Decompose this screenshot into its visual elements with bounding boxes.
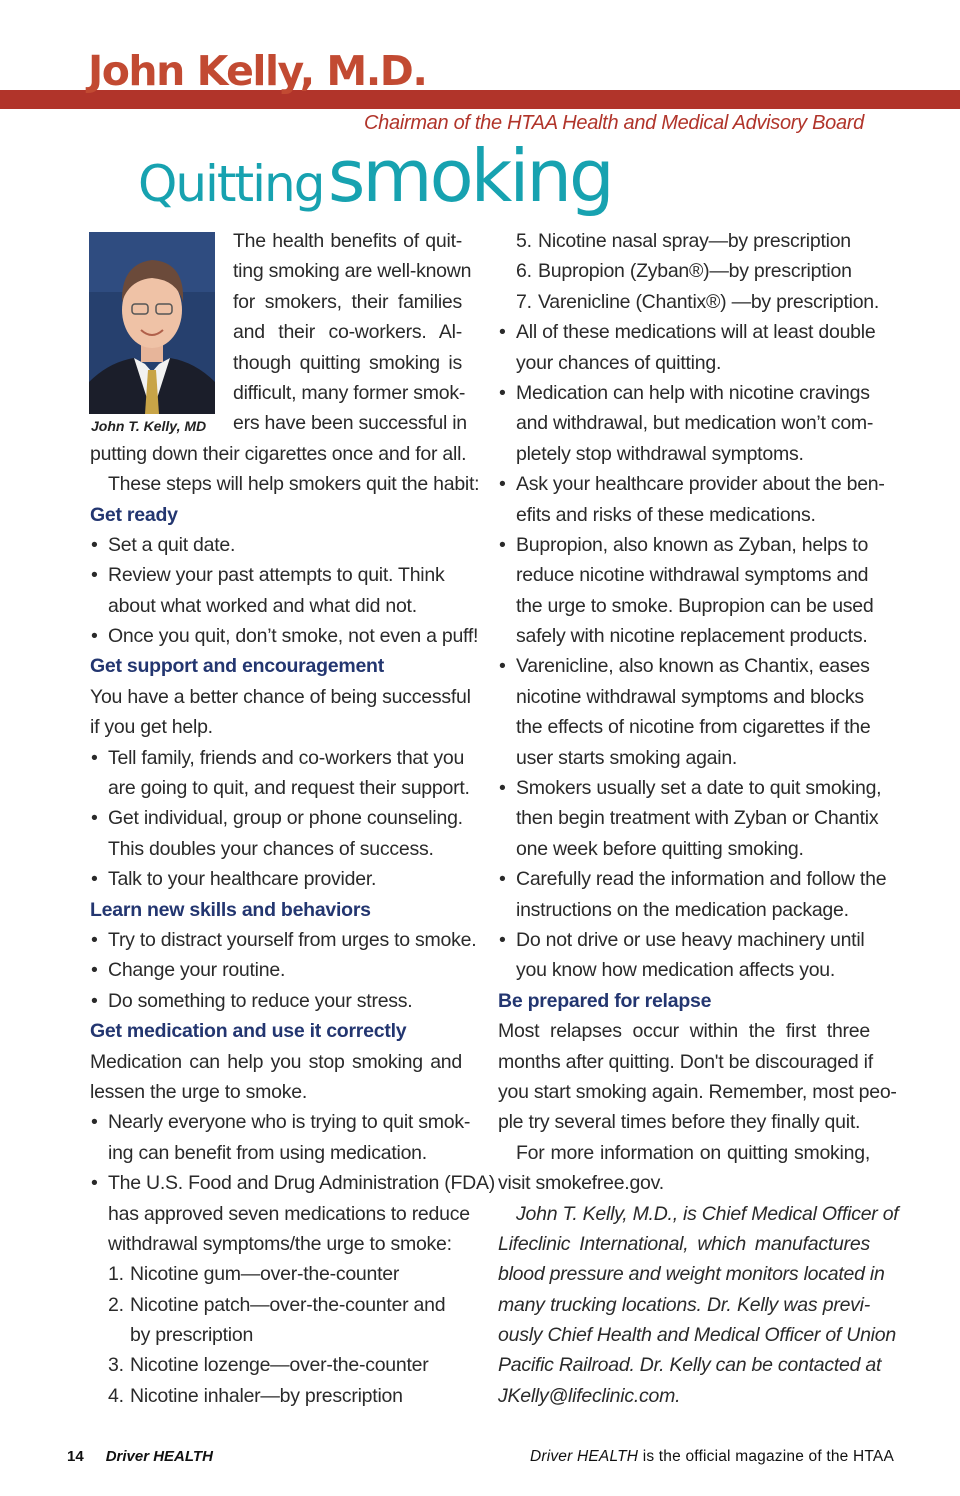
bullet-continuation: reduce nicotine withdrawal symptoms and — [516, 564, 869, 587]
text-line: lessen the urge to smoke. — [90, 1080, 308, 1103]
magazine-name: Driver HEALTH — [105, 1448, 213, 1465]
bio-line: Lifeclinic International, which manufactures — [498, 1232, 870, 1255]
text-line: Medication can help you stop smoking and — [90, 1050, 462, 1073]
bullet-continuation: are going to quit, and request their support. — [108, 777, 470, 800]
bullet-continuation: instructions on the medication package. — [516, 898, 849, 921]
numbered-item: 4. Nicotine inhaler—by prescription — [108, 1384, 403, 1407]
bullet-item: • Talk to your healthcare provider. — [91, 868, 377, 891]
numbered-item: 1. Nicotine gum—over-the-counter — [108, 1263, 400, 1286]
bullet-item: • Once you quit, don’t smoke, not even a puff! — [91, 625, 479, 648]
text-line: difficult, many former smok- — [233, 381, 466, 404]
text-line: you start smoking again. Remember, most peo- — [498, 1080, 897, 1103]
bullet-item: • Bupropion, also known as Zyban, helps to — [499, 533, 869, 556]
bullet-continuation: efits and risks of these medications. — [516, 503, 816, 526]
right-column — [498, 226, 899, 1411]
photo-caption: John T. Kelly, MD — [91, 418, 207, 434]
text-line: The health benefits of quit- — [233, 230, 462, 252]
bullet-continuation: This doubles your chances of success. — [108, 837, 434, 860]
bullet-item: • Do not drive or use heavy machinery until — [499, 928, 865, 951]
magazine-name: Driver HEALTH — [529, 1448, 639, 1465]
bullet-item: • Do something to reduce your stress. — [91, 989, 413, 1012]
text-line: ting smoking are well-known — [233, 260, 472, 283]
bullet-item: • Set a quit date. — [91, 533, 236, 556]
numbered-item: 7. Varenicline (Chantix®) —by prescription. — [516, 290, 880, 313]
text-line: Most relapses occur within the first three — [498, 1020, 870, 1043]
footer-right — [530, 1448, 894, 1466]
section-heading-support: Get support and encouragement — [90, 655, 384, 678]
bio-line: Pacific Railroad. Dr. Kelly can be contacted at — [498, 1354, 882, 1377]
bullet-continuation: about what worked and what did not. — [108, 594, 417, 617]
numbered-item: 3. Nicotine lozenge—over-the-counter — [108, 1354, 429, 1377]
article-title — [138, 134, 612, 218]
numbered-item: 6. Bupropion (Zyban®)—by prescription — [516, 260, 852, 283]
section-heading-relapse: Be prepared for relapse — [498, 989, 712, 1012]
numbered-item: 5. Nicotine nasal spray—by prescription — [516, 230, 851, 252]
section-heading-medication: Get medication and use it correctly — [90, 1020, 407, 1043]
bullet-item: • Try to distract yourself from urges to smoke. — [91, 928, 477, 951]
bullet-continuation: your chances of quitting. — [516, 351, 722, 374]
bullet-item: • Nearly everyone who is trying to quit smok- — [91, 1111, 471, 1134]
bullet-item: • Get individual, group or phone counseling. — [91, 807, 463, 830]
bullet-continuation: safely with nicotine replacement products. — [516, 625, 868, 648]
bio-line: John T. Kelly, M.D., is Chief Medical Officer of — [516, 1202, 899, 1225]
left-column — [90, 226, 495, 1411]
bio-line: blood pressure and weight monitors located in — [498, 1263, 885, 1286]
bullet-continuation: pletely stop withdrawal symptoms. — [516, 442, 804, 465]
section-heading-get-ready: Get ready — [90, 503, 178, 526]
text-line: if you get help. — [90, 716, 213, 739]
bullet-item: • Carefully read the information and follow the — [499, 868, 887, 891]
bullet-continuation: the effects of nicotine from cigarettes if the — [516, 716, 871, 739]
text-line: visit smokefree.gov. — [498, 1172, 664, 1195]
bullet-item: • Change your routine. — [91, 959, 286, 982]
footer-left — [67, 1448, 213, 1465]
bullet-continuation: has approved seven medications to reduce — [108, 1202, 470, 1225]
author-name: John Kelly, M.D. — [88, 47, 427, 95]
bullet-continuation: nicotine withdrawal symptoms and blocks — [516, 685, 864, 708]
bullet-item: • Ask your healthcare provider about the ben- — [499, 473, 885, 496]
title-part-2: smoking — [327, 134, 612, 218]
bullet-continuation: ing can benefit from using medication. — [108, 1141, 427, 1164]
bullet-continuation: withdrawal symptoms/the urge to smoke: — [108, 1232, 452, 1255]
bullet-item: • Varenicline, also known as Chantix, eases — [499, 655, 870, 678]
text-line: You have a better chance of being successful — [90, 685, 471, 708]
bullet-continuation: you know how medication affects you. — [516, 959, 836, 982]
bullet-continuation: user starts smoking again. — [516, 746, 738, 769]
bullet-continuation: then begin treatment with Zyban or Chantix — [516, 807, 879, 830]
title-part-1: Quitting — [138, 155, 324, 213]
text-line: For more information on quitting smoking, — [516, 1141, 870, 1164]
text-line: putting down their cigarettes once and for all. — [90, 442, 467, 465]
bullet-item: • Tell family, friends and co-workers that you — [91, 746, 465, 769]
bullet-item: • All of these medications will at least double — [499, 321, 876, 344]
page-number: 14 — [67, 1448, 84, 1465]
text-line: ple try several times before they finally quit. — [498, 1111, 861, 1134]
bio-line: ously Chief Health and Medical Officer of Union — [498, 1324, 896, 1347]
text-line: for smokers, their families — [233, 290, 462, 313]
numbered-continuation: by prescription — [130, 1324, 254, 1347]
text-line: months after quitting. Don't be discouraged if — [498, 1050, 873, 1073]
text-line: These steps will help smokers quit the habit: — [108, 473, 480, 496]
bullet-continuation: one week before quitting smoking. — [516, 837, 804, 860]
bullet-continuation: the urge to smoke. Bupropion can be used — [516, 594, 874, 617]
bullet-item: • Review your past attempts to quit. Think — [91, 564, 445, 587]
author-subtitle: Chairman of the HTAA Health and Medical Advisory Board — [364, 112, 864, 134]
section-heading-skills: Learn new skills and behaviors — [90, 898, 371, 921]
text-line: though quitting smoking is — [233, 351, 462, 374]
numbered-item: 2. Nicotine patch—over-the-counter and — [108, 1293, 446, 1316]
bullet-continuation: and withdrawal, but medication won’t com- — [516, 412, 874, 435]
bullet-item: • Medication can help with nicotine cravings — [499, 381, 870, 404]
intro-paragraph — [90, 226, 472, 439]
bio-email-line: JKelly@lifeclinic.com. — [498, 1384, 681, 1407]
footer-tagline: is the official magazine of the HTAA — [638, 1448, 894, 1465]
text-line: ers have been successful in — [233, 412, 467, 435]
bio-line: many trucking locations. Dr. Kelly was previ- — [498, 1293, 870, 1316]
bullet-item: • Smokers usually set a date to quit smoking, — [499, 777, 882, 800]
bullet-item: • The U.S. Food and Drug Administration (FDA) — [91, 1172, 495, 1195]
text-line: and their co-workers. Al- — [233, 321, 462, 344]
